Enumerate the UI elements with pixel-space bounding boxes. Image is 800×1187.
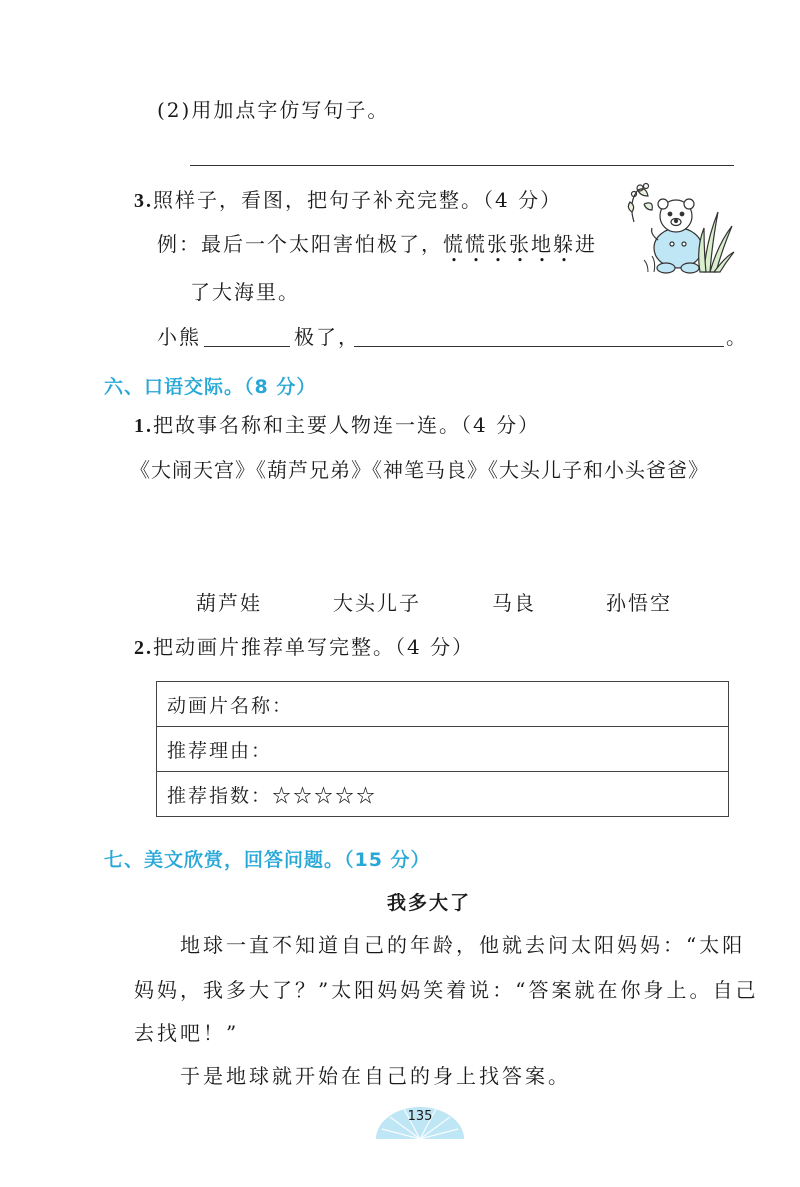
dotted-char: 张	[509, 232, 531, 256]
question-text: 把动画片推荐单写完整。（4 分）	[153, 635, 475, 659]
dotted-char: 慌	[443, 232, 465, 256]
fill-blank-2[interactable]	[354, 346, 724, 347]
example-line-2: 了大海里。	[190, 280, 300, 304]
section-7-heading: 七、美文欣赏，回答问题。（15 分）	[104, 849, 431, 871]
question-number: 1.	[134, 415, 153, 437]
table-row	[157, 772, 729, 817]
passage-line: 地球一直不知道自己的年龄，他就去问太阳妈妈：“太阳	[180, 933, 746, 957]
dotted-char: 地	[531, 232, 553, 256]
example-suffix: 进	[575, 232, 597, 256]
passage-line: 妈妈，我多大了？”太阳妈妈笑着说：“答案就在你身上。自己	[134, 978, 759, 1002]
fill-end: 。	[726, 325, 748, 349]
table-row	[157, 727, 729, 772]
character-item[interactable]: 孙悟空	[606, 591, 672, 615]
dotted-char: 躲	[553, 232, 575, 256]
passage-line: 去找吧！”	[134, 1021, 240, 1045]
story-title[interactable]: 《大头儿子和小头爸爸》	[488, 458, 709, 482]
page-number-badge	[376, 1099, 464, 1139]
dotted-char: 慌	[465, 232, 487, 256]
passage-line: 于是地球就开始在自己的身上找答案。	[180, 1064, 571, 1088]
character-item[interactable]: 马良	[492, 591, 536, 615]
fill-label-b: 极了，	[294, 325, 360, 349]
section-6-heading: 六、口语交际。（8 分）	[104, 376, 317, 398]
passage-title: 我多大了	[387, 892, 472, 914]
recommendation-table	[156, 681, 729, 817]
table-cell-reason[interactable]: 推荐理由：	[157, 727, 729, 772]
character-item[interactable]: 葫芦娃	[196, 591, 262, 615]
table-row	[157, 682, 729, 727]
question-text: 照样子，看图，把句子补充完整。（4 分）	[153, 188, 563, 212]
section-6-question-1	[134, 415, 540, 436]
example-prefix: 例：最后一个太阳害怕极了，	[157, 232, 443, 256]
question-3	[134, 190, 562, 211]
question-number: 3.	[134, 190, 153, 212]
example-line-1	[157, 234, 597, 254]
story-title[interactable]: 《神笔马良》	[372, 458, 488, 482]
question-number: 2.	[134, 637, 153, 659]
fill-label-a: 小熊	[157, 325, 201, 349]
section-6-question-2	[134, 637, 474, 658]
story-list	[130, 460, 709, 480]
answer-line[interactable]	[190, 165, 734, 166]
story-title[interactable]: 《葫芦兄弟》	[256, 458, 372, 482]
table-cell-name[interactable]: 动画片名称：	[157, 682, 729, 727]
page-number: 135	[407, 1109, 433, 1124]
table-cell-rating[interactable]: 推荐指数：☆☆☆☆☆	[157, 772, 729, 817]
dotted-char: 张	[487, 232, 509, 256]
story-title[interactable]: 《大闹天宫》	[130, 458, 256, 482]
question-text: 把故事名称和主要人物连一连。（4 分）	[153, 413, 541, 437]
sub-question-2: (2)用加点字仿写句子。	[157, 98, 390, 122]
bear-with-plants-icon	[626, 182, 736, 274]
fill-blank-1[interactable]	[204, 346, 290, 347]
character-item[interactable]: 大头儿子	[333, 591, 421, 615]
